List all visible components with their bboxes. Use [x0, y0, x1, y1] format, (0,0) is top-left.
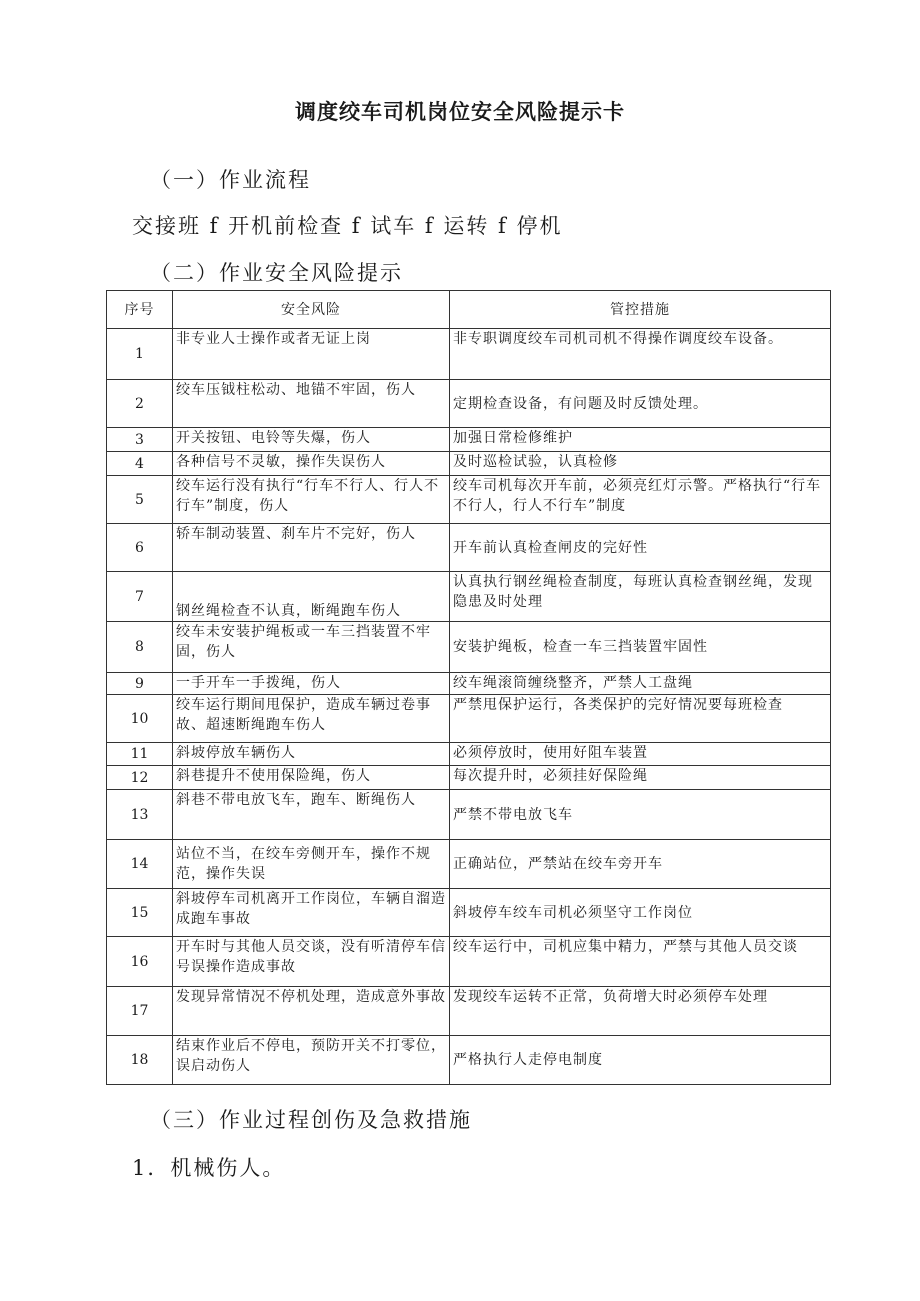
section-heading-risk: （二）作业安全风险提示 — [150, 261, 403, 285]
control-cell: 严格执行人走停电制度 — [450, 1036, 831, 1085]
section-heading-firstaid: （三）作业过程创伤及急救措施 — [150, 1108, 472, 1132]
control-cell: 严禁不带电放飞车 — [450, 790, 831, 840]
row-number: 17 — [107, 987, 173, 1036]
table-row — [107, 889, 831, 937]
row-number: 4 — [107, 452, 173, 476]
row-number: 9 — [107, 673, 173, 695]
table-row — [107, 743, 831, 766]
row-number: 15 — [107, 889, 173, 937]
risk-cell: 斜坡停车司机离开工作岗位，车辆自溜造成跑车事故 — [173, 889, 450, 937]
control-cell: 发现绞车运转不正常，负荷增大时必须停车处理 — [450, 987, 831, 1036]
firstaid-item-1: 1．机械伤人。 — [132, 1156, 286, 1180]
table-row — [107, 380, 831, 428]
risk-cell: 发现异常情况不停机处理，造成意外事故 — [173, 987, 450, 1036]
table-row — [107, 673, 831, 695]
row-number: 7 — [107, 572, 173, 622]
table-row — [107, 1036, 831, 1085]
risk-cell: 绞车未安装护绳板或一车三挡装置不牢固，伤人 — [173, 622, 450, 673]
risk-cell: 绞车运行没有执行“行车不行人、行人不行车”制度，伤人 — [173, 476, 450, 524]
header-no: 序号 — [107, 291, 173, 329]
row-number: 5 — [107, 476, 173, 524]
header-control: 管控措施 — [450, 291, 831, 329]
risk-table — [106, 290, 831, 1085]
row-number: 2 — [107, 380, 173, 428]
row-number: 10 — [107, 695, 173, 743]
control-cell: 斜坡停车绞车司机必须坚守工作岗位 — [450, 889, 831, 937]
workflow-steps: 交接班 f 开机前检查 f 试车 f 运转 f 停机 — [132, 214, 563, 238]
row-number: 11 — [107, 743, 173, 766]
section-heading-workflow: （一）作业流程 — [150, 168, 311, 192]
control-cell: 每次提升时，必须挂好保险绳 — [450, 766, 831, 790]
table-header-row — [107, 291, 831, 329]
risk-cell: 钢丝绳检查不认真，断绳跑车伤人 — [173, 572, 450, 622]
control-cell: 正确站位，严禁站在绞车旁开车 — [450, 840, 831, 889]
row-number: 3 — [107, 428, 173, 452]
row-number: 16 — [107, 937, 173, 987]
header-risk: 安全风险 — [173, 291, 450, 329]
control-cell: 严禁甩保护运行，各类保护的完好情况要每班检查 — [450, 695, 831, 743]
control-cell: 绞车绳滚筒缠绕整齐，严禁人工盘绳 — [450, 673, 831, 695]
table-row — [107, 428, 831, 452]
control-cell: 绞车司机每次开车前，必须亮红灯示警。严格执行“行车不行人，行人不行车”制度 — [450, 476, 831, 524]
risk-cell: 绞车运行期间甩保护，造成车辆过卷事故、超速断绳跑车伤人 — [173, 695, 450, 743]
table-row — [107, 840, 831, 889]
control-cell: 绞车运行中，司机应集中精力，严禁与其他人员交谈 — [450, 937, 831, 987]
table-row — [107, 987, 831, 1036]
row-number: 18 — [107, 1036, 173, 1085]
row-number: 1 — [107, 329, 173, 380]
risk-cell: 斜巷提升不使用保险绳，伤人 — [173, 766, 450, 790]
risk-cell: 斜巷不带电放飞车，跑车、断绳伤人 — [173, 790, 450, 840]
table-row — [107, 329, 831, 380]
risk-cell: 开关按钮、电铃等失爆，伤人 — [173, 428, 450, 452]
risk-cell: 斜坡停放车辆伤人 — [173, 743, 450, 766]
control-cell: 安装护绳板，检查一车三挡装置牢固性 — [450, 622, 831, 673]
row-number: 12 — [107, 766, 173, 790]
row-number: 6 — [107, 524, 173, 572]
control-cell: 非专职调度绞车司机司机不得操作调度绞车设备。 — [450, 329, 831, 380]
risk-cell: 绞车压钺柱松动、地锚不牢固，伤人 — [173, 380, 450, 428]
risk-cell: 非专业人士操作或者无证上岗 — [173, 329, 450, 380]
control-cell: 及时巡检试验，认真检修 — [450, 452, 831, 476]
row-number: 8 — [107, 622, 173, 673]
table-row — [107, 622, 831, 673]
table-row — [107, 790, 831, 840]
table-row — [107, 524, 831, 572]
control-cell: 加强日常检修维护 — [450, 428, 831, 452]
row-number: 13 — [107, 790, 173, 840]
page-title: 调度绞车司机岗位安全风险提示卡 — [295, 100, 625, 124]
control-cell: 必须停放时，使用好阻车装置 — [450, 743, 831, 766]
risk-cell: 站位不当，在绞车旁侧开车，操作不规范，操作失误 — [173, 840, 450, 889]
control-cell: 定期检查设备，有问题及时反馈处理。 — [450, 380, 831, 428]
control-cell: 认真执行钢丝绳检查制度，每班认真检查钢丝绳，发现隐患及时处理 — [450, 572, 831, 622]
table-row — [107, 937, 831, 987]
table-row — [107, 695, 831, 743]
risk-cell: 结束作业后不停电，预防开关不打零位，误启动伤人 — [173, 1036, 450, 1085]
risk-cell: 轿车制动装置、刹车片不完好，伤人 — [173, 524, 450, 572]
table-row — [107, 452, 831, 476]
table-row — [107, 766, 831, 790]
row-number: 14 — [107, 840, 173, 889]
table-row — [107, 476, 831, 524]
table-row — [107, 572, 831, 622]
control-cell: 开车前认真检查闸皮的完好性 — [450, 524, 831, 572]
risk-cell: 各种信号不灵敏，操作失误伤人 — [173, 452, 450, 476]
risk-cell: 一手开车一手拨绳，伤人 — [173, 673, 450, 695]
risk-cell: 开车时与其他人员交谈，没有听清停车信号误操作造成事故 — [173, 937, 450, 987]
